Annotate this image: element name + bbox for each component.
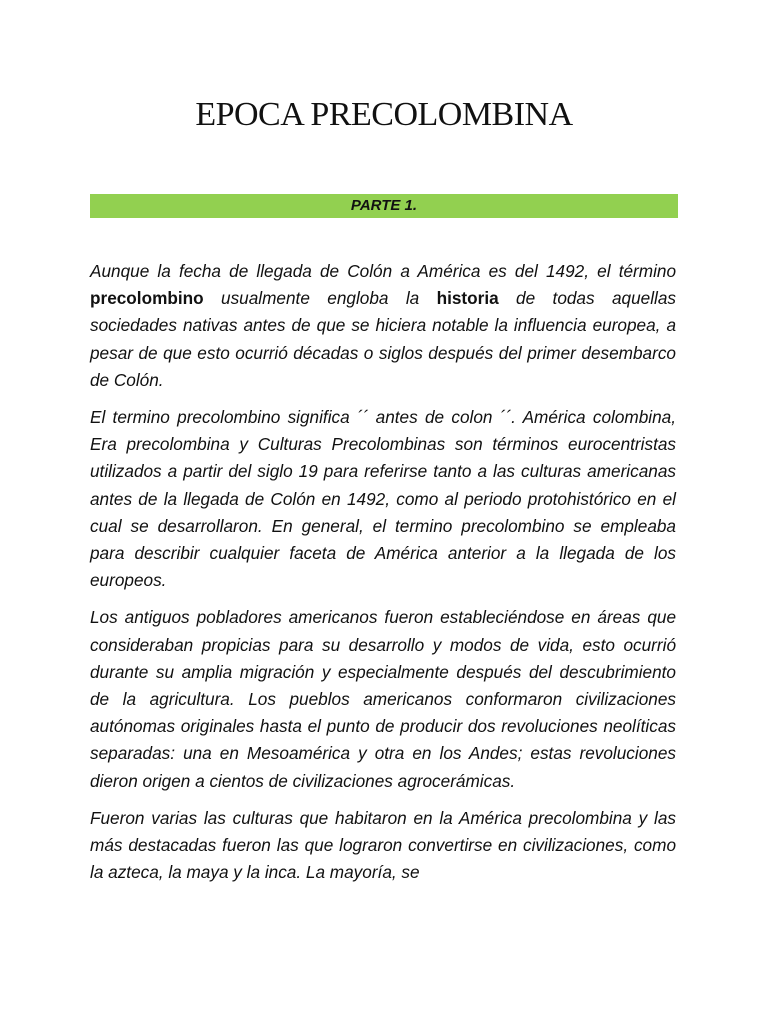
keyword-precolombino: precolombino xyxy=(90,288,204,309)
page-title: EPOCA PRECOLOMBINA xyxy=(195,96,573,133)
section-label: PARTE 1. xyxy=(350,197,418,214)
paragraph-2: El termino precolombino significa ´´ antes de colon ´´. América colombina, Era precolombina y Culturas Precolombinas son términos eurocentristas utilizados a partir del siglo 19 para referirse tanto a las culturas americanas antes de la llegada de Colón en 1492, como al periodo protohistórico en el cual se desarrollaron. En general, el termino precolombino se empleaba para describir cualquier faceta de América anterior a la llegada de los europeos. xyxy=(90,407,676,591)
paragraph-3: Los antiguos pobladores americanos fueron estableciéndose en áreas que consideraban propicias para su desarrollo y modos de vida, esto ocurrió durante su amplia migración y especialmente después del descubrimiento de la agricultura. Los pueblos americanos conformaron civilizaciones autónomas originales hasta el punto de producir dos revoluciones neolíticas separadas: una en Mesoamérica y otra en los Andes; estas revoluciones dieron origen a cientos de civilizaciones agrocerámicas. xyxy=(90,607,676,791)
paragraph-4: Fueron varias las culturas que habitaron en la América precolombina y las más destacadas fueron las que lograron convertirse en civilizaciones, como la azteca, la maya y la inca. La mayoría, se xyxy=(90,807,676,883)
paragraph-1-text-a: Aunque la fecha de llegada de Colón a América es del 1492, el término xyxy=(90,261,676,281)
keyword-historia: historia xyxy=(436,288,499,309)
section-header xyxy=(90,194,678,218)
paragraph-1-text-b: usualmente engloba la xyxy=(203,288,437,309)
paragraph-1-text-c: de todas aquellas sociedades nativas antes de que se hiciera notable la influencia europea, a pesar de que esto ocurrió décadas o siglos después del primer desembarco de Colón. xyxy=(90,288,676,390)
paragraph-1 xyxy=(90,258,676,394)
document-body xyxy=(90,258,676,896)
